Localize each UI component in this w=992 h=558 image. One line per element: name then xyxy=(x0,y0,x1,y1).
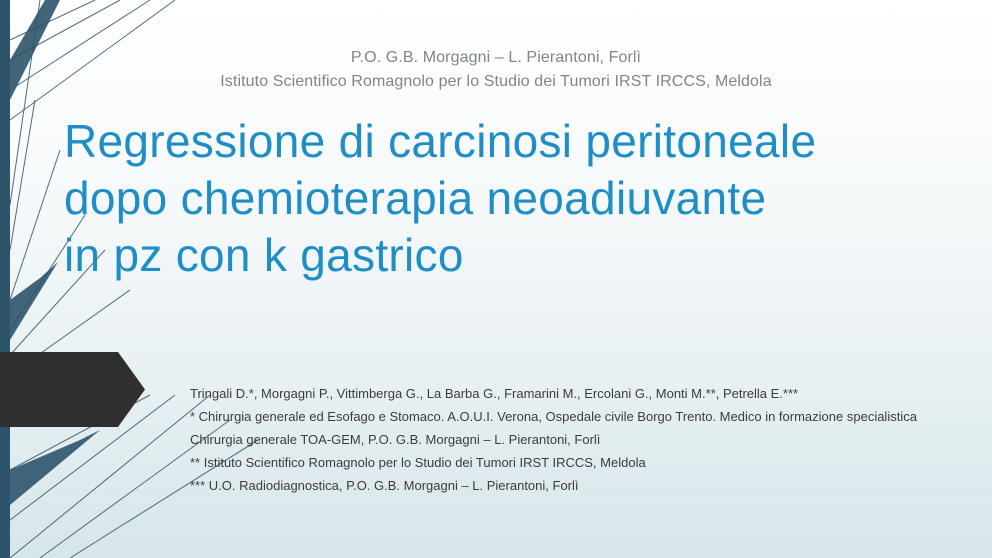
affiliation-1: * Chirurgia generale ed Esofago e Stomaco. A.O.U.I. Verona, Ospedale civile Borgo Trento. Medico in formazione specialistica xyxy=(190,409,917,424)
authors-list: Tringali D.*, Morgagni P., Vittimberga G., La Barba G., Framarini M., Ercolani G., Monti M.**, Petrella E.*** xyxy=(190,386,799,401)
arrow-tab-shape xyxy=(0,352,150,427)
affiliation-3: ** Istituto Scientifico Romagnolo per lo Studio dei Tumori IRST IRCCS, Meldola xyxy=(190,455,646,470)
header-hospital: P.O. G.B. Morgagni – L. Pierantoni, Forlì xyxy=(350,49,642,66)
affiliation-4: *** U.O. Radiodiagnostica, P.O. G.B. Morgagni – L. Pierantoni, Forlì xyxy=(190,478,579,493)
header-institute: Istituto Scientifico Romagnolo per lo Studio dei Tumori IRST IRCCS, Meldola xyxy=(220,73,772,90)
title-line-1: Regressione di carcinosi peritoneale xyxy=(64,115,817,167)
slide-title xyxy=(64,113,974,284)
affiliation-2: Chirurgia generale TOA-GEM, P.O. G.B. Morgagni – L. Pierantoni, Forlì xyxy=(190,432,601,447)
title-line-3: in pz con k gastrico xyxy=(64,229,464,281)
authors-block xyxy=(190,386,960,501)
title-line-2: dopo chemioterapia neoadiuvante xyxy=(64,172,767,224)
